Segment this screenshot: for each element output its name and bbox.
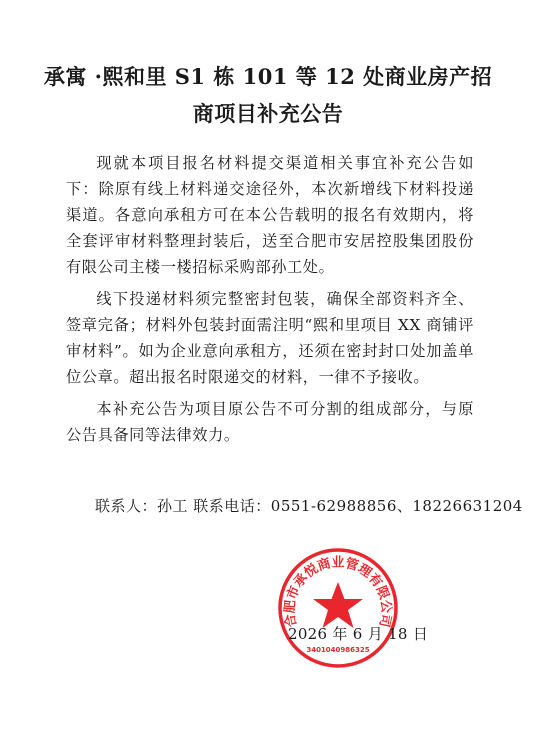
seal-star	[313, 582, 363, 628]
paragraph-channel: 现就本项目报名材料提交渠道相关事宜补充公告如下：除原有线上材料递交途径外，本次新增线下材料投递渠道。各意向承租方可在本公告载明的报名有效期内，将全套评审材料整理封装后，送至合肥市安居控股集团股份有限公司主楼一楼招标采购部孙工处。	[66, 154, 474, 276]
document-title	[40, 58, 496, 132]
title-line-2: 商项目补充公告	[192, 101, 344, 126]
paragraph-packaging: 线下投递材料须完整密封包装，确保全部资料齐全、签章完备；材料外包装封面需注明“熙和里项目 XX 商铺评审材料”。如为企业意向承租方，还须在密封封口处加盖单位公章。超出报名时限递交的材料，一律不予接收。	[66, 290, 474, 386]
seal-name: 合肥市承悦商业管理有限公司	[282, 555, 394, 629]
issue-date: 2026 年 6 月 18 日	[288, 625, 429, 643]
notice-body	[66, 150, 474, 454]
paragraph-validity: 本补充公告为项目原公告不可分割的组成部分，与原公告具备同等法律效力。	[66, 400, 474, 444]
contact-line: 联系人：孙工 联系电话：0551-62988856、18226631204	[95, 497, 523, 515]
title-line-1: 承寓 ·熙和里 S1 栋 101 等 12 处商业房产招	[43, 64, 493, 89]
company-seal	[276, 546, 400, 670]
seal-code: 3401040986325	[306, 646, 370, 654]
